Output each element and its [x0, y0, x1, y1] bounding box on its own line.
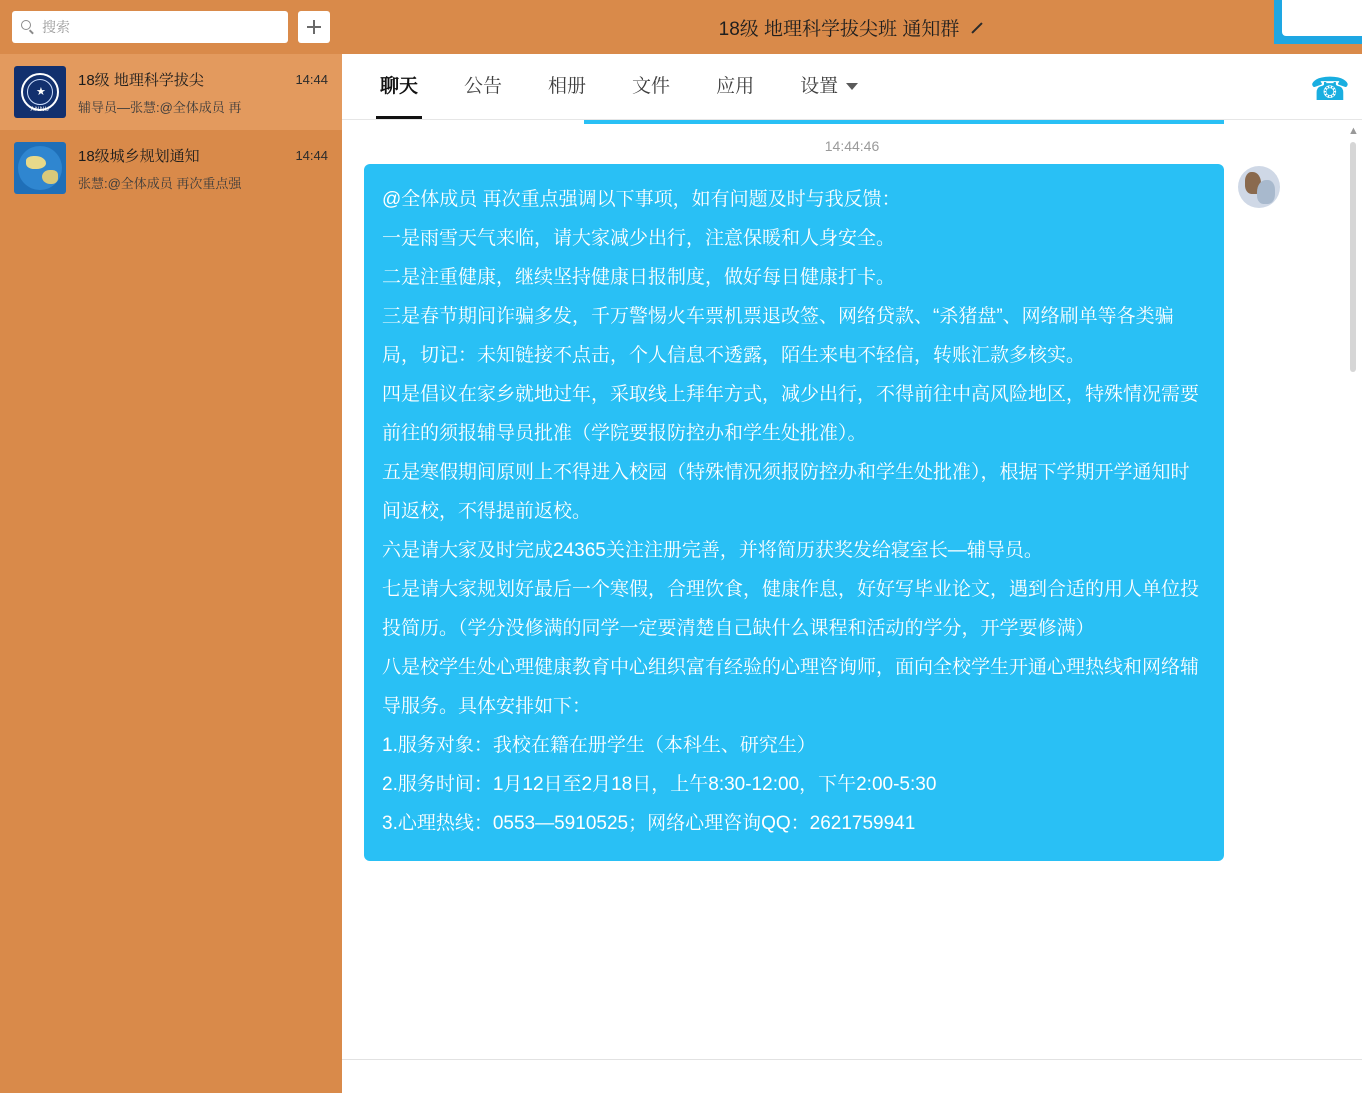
message-area	[342, 120, 1362, 1059]
chat-item-meta	[78, 69, 330, 116]
message-line: @全体成员 再次重点强调以下事项，如有问题及时与我反馈：	[382, 189, 901, 210]
message-line: 五是寒假期间原则上不得进入校园（特殊情况须报防控办和学生处批准），根据下学期开学通知时间返校，不得提前返校。	[382, 462, 1190, 522]
tab-bar	[342, 54, 1362, 120]
search-icon	[21, 20, 35, 34]
message-timestamp: 14:44:46	[824, 138, 880, 154]
chat-list	[0, 54, 342, 1093]
pencil-icon[interactable]	[969, 19, 985, 35]
phone-icon[interactable]: ☎	[1310, 71, 1350, 107]
add-chat-button[interactable]	[298, 11, 330, 43]
tab-chat[interactable]	[362, 55, 436, 119]
tab-settings[interactable]	[782, 55, 876, 119]
page-title: 18级 地理科学拔尖班 通知群	[718, 18, 960, 40]
message-line: 2.服务时间：1月12日至2月18日，上午8:30-12:00，下午2:00-5:30	[382, 774, 937, 795]
tab-label: 相册	[548, 75, 587, 97]
message-line: 四是倡议在家乡就地过年，采取线上拜年方式，减少出行，不得前往中高风险地区，特殊情况需要前往的须报辅导员批准（学院要报防控办和学生处批准）。	[382, 384, 1200, 444]
chat-item-time: 14:44	[295, 72, 328, 87]
chat-list-item-geography[interactable]	[0, 54, 342, 130]
message-row	[364, 164, 1340, 861]
chat-item-title: 18级城乡规划通知	[78, 147, 200, 165]
message-line: 1.服务对象：我校在籍在册学生（本科生、研究生）	[382, 735, 816, 756]
message-bubble[interactable]	[364, 164, 1224, 861]
tab-label: 文件	[632, 75, 671, 97]
message-line: 一是雨雪天气来临，请大家减少出行，注意保暖和人身安全。	[382, 228, 896, 249]
tab-announcement[interactable]	[446, 55, 520, 119]
chat-item-time: 14:44	[295, 148, 328, 163]
chat-list-item-urban-planning[interactable]	[0, 130, 342, 206]
main-panel	[342, 0, 1362, 1093]
message-line: 三是春节期间诈骗多发，千万警惕火车票机票退改签、网络贷款、“杀猪盘”、网络刷单等各类骗局，切记：未知链接不点击，个人信息不透露，陌生来电不轻信，转账汇款多核实。	[382, 306, 1174, 366]
message-scroll-region	[342, 120, 1362, 1059]
message-composer[interactable]	[342, 1059, 1362, 1093]
tab-label: 应用	[716, 75, 755, 97]
avatar: ★ ANNU	[14, 66, 66, 118]
message-line: 六是请大家及时完成24365关注注册完善，并将简历获奖发给寝室长—辅导员。	[382, 540, 1043, 561]
chat-item-preview: 张慧:@全体成员 再次重点强	[78, 175, 242, 191]
previous-message-bubble-clipped	[584, 120, 1224, 124]
chevron-down-icon	[846, 83, 858, 90]
tab-label: 公告	[464, 75, 503, 97]
search-input[interactable]	[12, 11, 288, 43]
sender-avatar	[1238, 166, 1280, 208]
chat-item-preview: 辅导员—张慧:@全体成员 再	[78, 99, 242, 115]
scrollbar-thumb[interactable]	[1350, 142, 1356, 372]
message-line: 七是请大家规划好最后一个寒假，合理饮食，健康作息，好好写毕业论文，遇到合适的用人单位投投简历。（学分没修满的同学一定要清楚自己缺什么课程和活动的学分，开学要修满）	[382, 579, 1200, 639]
tab-label: 设置	[800, 75, 839, 97]
tab-files[interactable]	[614, 55, 688, 119]
avatar-label: ANNU	[30, 107, 50, 113]
tab-album[interactable]	[530, 55, 604, 119]
avatar	[14, 142, 66, 194]
message-line: 二是注重健康，继续坚持健康日报制度，做好每日健康打卡。	[382, 267, 896, 288]
chat-item-meta	[78, 145, 330, 192]
sidebar-toolbar	[0, 0, 342, 54]
message-scrollbar[interactable]	[1348, 126, 1358, 1053]
chat-item-title: 18级 地理科学拔尖	[78, 71, 204, 89]
tab-label: 聊天	[380, 75, 419, 97]
tab-apps[interactable]	[698, 55, 772, 119]
message-line: 3.心理热线：0553—5910525；网络心理咨询QQ：2621759941	[382, 813, 916, 834]
window-controls-area	[1274, 0, 1362, 44]
message-line: 八是校学生处心理健康教育中心组织富有经验的心理咨询师，面向全校学生开通心理热线和网络辅导服务。具体安排如下：	[382, 657, 1200, 717]
sidebar	[0, 0, 342, 1093]
window-titlebar	[342, 0, 1362, 54]
scroll-up-icon[interactable]: ▲	[1348, 125, 1359, 137]
search-placeholder: 搜索	[42, 19, 70, 35]
